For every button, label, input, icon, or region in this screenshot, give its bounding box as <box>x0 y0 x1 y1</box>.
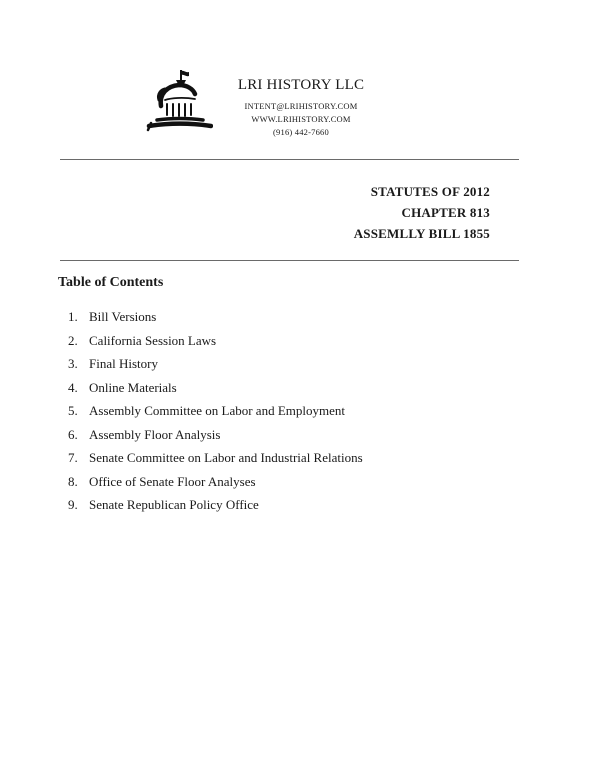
toc-item-number: 3. <box>68 356 78 371</box>
toc-item-label: Assembly Floor Analysis <box>89 426 221 442</box>
toc-item-label: Assembly Committee on Labor and Employment <box>89 403 345 418</box>
company-name: LRI HISTORY LLC <box>237 77 365 93</box>
header-divider <box>60 159 519 160</box>
toc-item-number: 2. <box>68 332 78 348</box>
toc-item <box>68 305 363 329</box>
company-info <box>236 76 366 139</box>
statute-divider <box>60 260 519 261</box>
toc-item-label: Online Materials <box>89 379 177 395</box>
toc-item <box>68 470 363 494</box>
toc-item <box>68 446 363 470</box>
capitol-dome-icon <box>145 66 213 138</box>
toc-item-number: 9. <box>68 497 78 512</box>
toc-item-label: Final History <box>89 356 158 371</box>
toc-item-number: 5. <box>68 403 78 418</box>
statute-block <box>354 181 490 244</box>
toc-item <box>68 352 363 376</box>
company-email: INTENT@LRIHISTORY.COM <box>244 101 358 111</box>
toc-item <box>68 376 363 400</box>
toc-list <box>68 305 363 517</box>
toc-item-number: 7. <box>68 450 78 465</box>
toc-item-number: 6. <box>68 426 78 442</box>
statute-bill: ASSEMLLY BILL 1855 <box>353 226 490 241</box>
toc-item-label: Senate Committee on Labor and Industrial Relations <box>89 450 363 465</box>
company-phone: (916) 442-7660 <box>273 127 329 137</box>
statute-chapter: CHAPTER 813 <box>401 205 490 220</box>
toc-item-number: 8. <box>68 473 78 489</box>
toc-item-label: Senate Republican Policy Office <box>89 497 259 512</box>
toc-item-label: Office of Senate Floor Analyses <box>89 473 256 489</box>
toc-item <box>68 329 363 353</box>
toc-item-label: Bill Versions <box>89 309 157 324</box>
company-website: WWW.LRIHISTORY.COM <box>251 114 351 124</box>
toc-item <box>68 493 363 517</box>
toc-item-label: California Session Laws <box>89 332 217 348</box>
toc-item-number: 1. <box>68 309 78 324</box>
toc-title: Table of Contents <box>58 275 164 290</box>
toc-item <box>68 399 363 423</box>
statute-year: STATUTES OF 2012 <box>370 184 490 199</box>
toc-item-number: 4. <box>68 379 78 395</box>
toc-item <box>68 423 363 447</box>
